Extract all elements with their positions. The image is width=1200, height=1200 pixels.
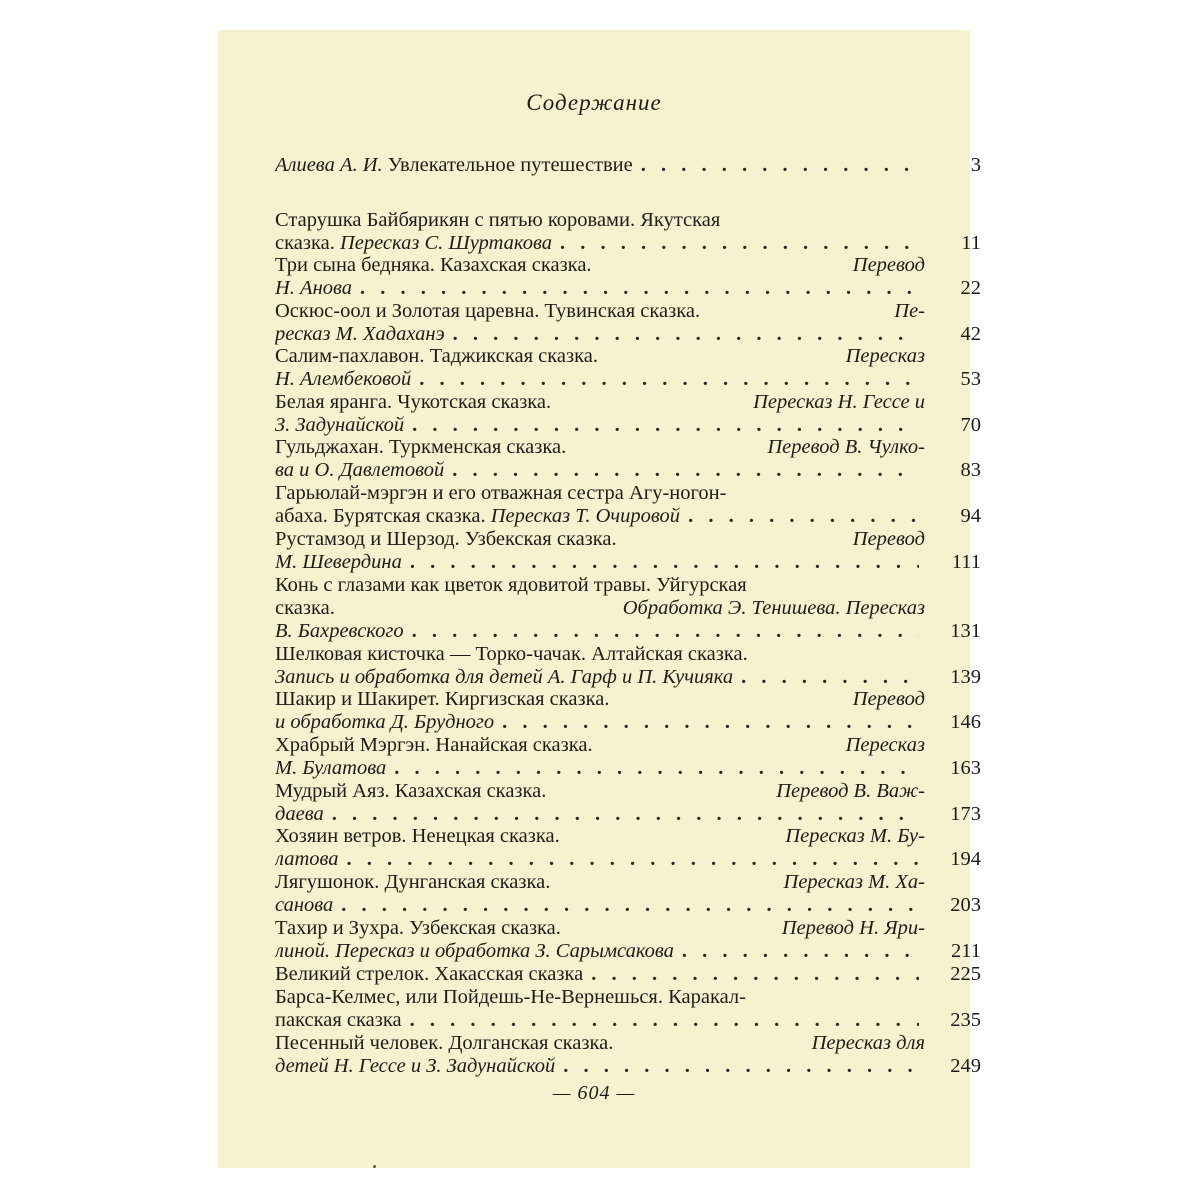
toc-entry-line [275, 574, 925, 597]
toc-entry-line [275, 1055, 925, 1078]
toc-entry [275, 154, 981, 177]
toc-entry-line [275, 734, 925, 757]
toc-title-text: Конь с глазами как цветок ядовитой травы. Уйгурская [275, 574, 747, 596]
toc-page-number: 173 [950, 803, 981, 825]
toc-credit-text: Пересказ [845, 345, 925, 367]
toc-entry-line [275, 505, 925, 528]
dot-leader [347, 848, 919, 871]
toc-credit-text: Пересказ М. Ха- [783, 871, 925, 893]
print-speck [373, 1165, 376, 1168]
toc-credit-text: Обработка Э. Тенишева. Пересказ [622, 597, 925, 619]
toc-credit-text: Пересказ [845, 734, 925, 756]
toc-entry [275, 1032, 981, 1078]
toc-entry-line [275, 986, 925, 1009]
toc-entry [275, 780, 981, 826]
toc-entry [275, 345, 981, 391]
toc-credit-text: Пересказ для [811, 1032, 925, 1054]
toc-credit-text: ва и О. Давлетовой [275, 459, 445, 481]
toc-entry [275, 209, 981, 255]
toc-title-text: Лягушонок. Дунганская сказка. [275, 871, 556, 893]
toc-entry-line [275, 757, 925, 780]
toc-entry-line [275, 803, 925, 826]
dot-leader [682, 940, 919, 963]
toc-entry [275, 482, 981, 528]
toc-entry-line [275, 414, 925, 437]
dot-leader [452, 459, 919, 482]
toc-entry-line [275, 323, 925, 346]
toc-title-text: Шакир и Шакирет. Киргизская сказка. [275, 688, 615, 710]
toc-entry-line [275, 597, 925, 620]
toc-title-text: Шелковая кисточка — Торко-чачак. Алтайская сказка. [275, 643, 748, 665]
toc-entry-line [275, 963, 925, 986]
toc-page-number: 194 [950, 848, 981, 870]
dot-leader [412, 620, 919, 643]
toc-entry-line [275, 277, 925, 300]
toc-entry-line [275, 620, 925, 643]
toc-entry-line [275, 825, 925, 848]
toc-page-number: 70 [960, 414, 981, 436]
toc-page-number: 83 [960, 459, 981, 481]
toc-entry [275, 871, 981, 917]
toc-title-text: Гарьюлай-мэргэн и его отважная сестра Агу-ногон- [275, 482, 727, 504]
toc-entry-line [275, 643, 925, 666]
toc-credit-text: З. Задунайской [275, 414, 405, 436]
toc-entry [275, 734, 981, 780]
dot-leader [410, 551, 919, 574]
toc-credit-text: даева [275, 803, 324, 825]
toc-page-number: 111 [951, 551, 981, 573]
toc-entry [275, 391, 981, 437]
toc-title-text: Три сына бедняка. Казахская сказка. [275, 254, 597, 276]
toc-entry-line [275, 482, 925, 505]
toc-entry [275, 300, 981, 346]
toc-credit-text: Перевод [852, 688, 925, 710]
toc-list [218, 30, 981, 1168]
toc-credit-text: М. Булатова [275, 757, 387, 779]
toc-credit-text: детей Н. Гессе и З. Задунайской [275, 1055, 556, 1077]
dot-leader [360, 277, 919, 300]
toc-title-text: Песенный человек. Долганская сказка. [275, 1032, 619, 1054]
toc-entry-line [275, 345, 925, 368]
toc-credit-text: линой. Пересказ и обработка З. Сарымсакова [275, 940, 674, 962]
toc-title-text: Рустамзод и Шерзод. Узбекская сказка. [275, 528, 622, 550]
book-page [218, 30, 981, 1168]
dot-leader [410, 1009, 919, 1032]
toc-page-number: 235 [950, 1009, 981, 1031]
toc-page-number: 139 [950, 666, 981, 688]
toc-credit-text: санова [275, 894, 334, 916]
toc-title-text: Гульджахан. Туркменская сказка. [275, 436, 572, 458]
toc-title-text: абаха. Бурятская сказка. [275, 505, 491, 527]
toc-entry [275, 963, 981, 986]
toc-title-text: Великий стрелок. Хакасская сказка [275, 963, 584, 985]
toc-page-number: 22 [960, 277, 981, 299]
dot-leader [394, 757, 919, 780]
toc-page-number: 11 [961, 232, 981, 254]
toc-page-number: 94 [960, 505, 981, 527]
toc-entry [275, 528, 981, 574]
toc-entry [275, 917, 981, 963]
dot-leader [502, 711, 919, 734]
toc-entry-line [275, 940, 925, 963]
toc-entry-line [275, 871, 925, 894]
toc-credit-text: Перевод [852, 528, 925, 550]
toc-page-number: 146 [950, 711, 981, 733]
toc-title-text: Салим-пахлавон. Таджикская сказка. [275, 345, 604, 367]
toc-page-number: 211 [951, 940, 981, 962]
toc-title-text: Хозяин ветров. Ненецкая сказка. [275, 825, 565, 847]
toc-title-text: Барса-Келмес, или Пойдешь-Не-Вернешься. Каракал- [275, 986, 746, 1008]
toc-credit-text: Запись и обработка для детей А. Гарф и П. Кучияка [275, 666, 734, 688]
toc-entry-line [275, 780, 925, 803]
toc-title-text: Храбрый Мэргэн. Нанайская сказка. [275, 734, 598, 756]
toc-entry-line [275, 154, 925, 177]
dot-leader [741, 666, 919, 689]
toc-credit-text: Перевод В. Важ- [776, 780, 925, 802]
toc-title-text: Оскюс-оол и Золотая царевна. Тувинская сказка. [275, 300, 706, 322]
dot-leader [453, 323, 919, 346]
toc-credit-text: М. Шевердина [275, 551, 402, 573]
toc-credit-text: Пересказ Н. Гессе и [753, 391, 925, 413]
toc-credit-text: Перевод [852, 254, 925, 276]
toc-credit-text: ресказ М. Хадаханэ [275, 323, 445, 345]
toc-page-number: 225 [950, 963, 981, 985]
toc-credit-text: В. Бахревского [275, 620, 404, 642]
toc-title-text: Увлекательное путешествие [382, 154, 633, 176]
toc-credit-text: и обработка Д. Брудного [275, 711, 495, 733]
toc-entry-line [275, 436, 925, 459]
toc-page-number: 203 [950, 894, 981, 916]
toc-entry-line [275, 368, 925, 391]
toc-entry [275, 643, 981, 689]
toc-credit-text: Перевод Н. Яри- [781, 917, 925, 939]
dot-leader [641, 154, 919, 177]
toc-entry-line [275, 300, 925, 323]
toc-credit-text: Пересказ Т. Очировой [490, 505, 681, 527]
toc-entry [275, 574, 981, 643]
toc-entry-line [275, 209, 925, 232]
toc-page-number: 163 [950, 757, 981, 779]
toc-title-text: сказка. [275, 232, 340, 254]
toc-entry-line [275, 711, 925, 734]
toc-credit-text: Пересказ М. Бу- [785, 825, 925, 847]
toc-entry-line [275, 848, 925, 871]
toc-credit-text: Алиева А. И. [275, 154, 383, 176]
toc-title-text: Белая яранга. Чукотская сказка. [275, 391, 557, 413]
toc-entry-line [275, 1032, 925, 1055]
dot-leader [560, 232, 919, 255]
toc-credit-text: латова [275, 848, 339, 870]
toc-entry-line [275, 666, 925, 689]
dot-leader [563, 1055, 919, 1078]
page-title: Содержание [526, 90, 662, 115]
toc-credit-text: Пересказ С. Шуртакова [339, 232, 552, 254]
toc-page-number: 249 [950, 1055, 981, 1077]
toc-entry [275, 254, 981, 300]
toc-entry [275, 986, 981, 1032]
toc-credit-text: Н. Алембековой [275, 368, 412, 390]
dot-leader [341, 894, 919, 917]
toc-entry [275, 825, 981, 871]
toc-entry-line [275, 551, 925, 574]
page-number-footer: — 604 — [552, 1082, 636, 1104]
toc-entry [275, 688, 981, 734]
toc-entry-line [275, 1009, 925, 1032]
dot-leader [419, 368, 919, 391]
toc-title-text: Мудрый Аяз. Казахская сказка. [275, 780, 552, 802]
toc-title-text: Старушка Байбярикян с пятью коровами. Якутская [275, 209, 721, 231]
toc-entry-line [275, 688, 925, 711]
dot-leader [332, 803, 919, 826]
toc-entry-line [275, 528, 925, 551]
toc-entry-line [275, 232, 925, 255]
toc-entry-line [275, 917, 925, 940]
toc-credit-text: Пе- [894, 300, 925, 322]
toc-entry [275, 436, 981, 482]
toc-page-number: 3 [970, 154, 981, 176]
dot-leader [688, 505, 919, 528]
toc-credit-text: Н. Анова [275, 277, 353, 299]
dot-leader [591, 963, 919, 986]
toc-entry-line [275, 391, 925, 414]
toc-title-text: Тахир и Зухра. Узбекская сказка. [275, 917, 567, 939]
toc-entry-line [275, 254, 925, 277]
dot-leader [412, 414, 919, 437]
toc-page-number: 131 [950, 620, 981, 642]
toc-entry-line [275, 894, 925, 917]
toc-entry-line [275, 459, 925, 482]
toc-title-text: сказка. [275, 597, 340, 619]
toc-title-text: пакская сказка [275, 1009, 402, 1031]
toc-page-number: 42 [960, 323, 981, 345]
toc-credit-text: Перевод В. Чулко- [767, 436, 925, 458]
toc-page-number: 53 [960, 368, 981, 390]
